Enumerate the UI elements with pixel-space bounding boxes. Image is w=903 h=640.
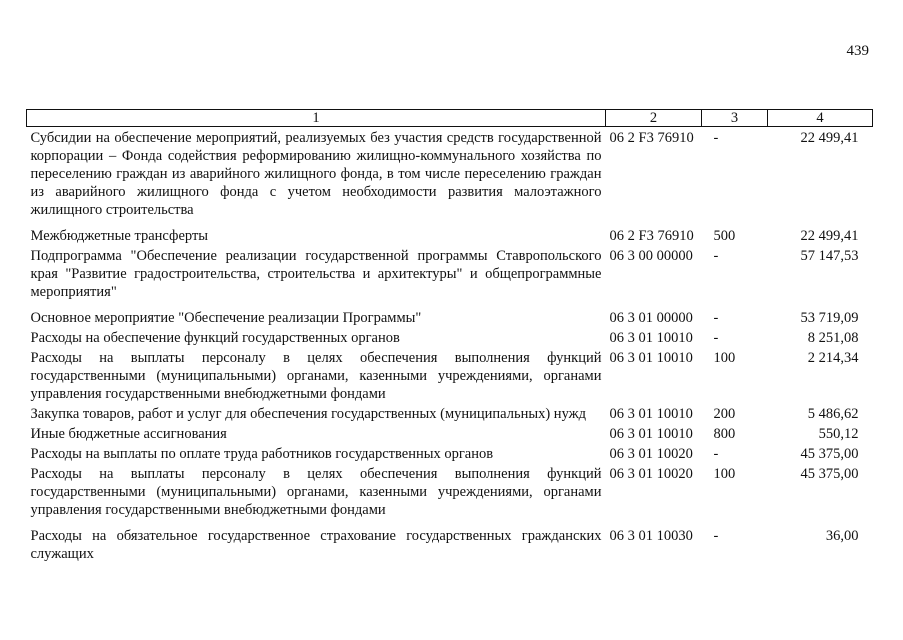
header-col-1: 1 — [27, 110, 606, 127]
row-code: 06 2 F3 76910 — [609, 130, 694, 146]
row-expense-type: 800 — [713, 426, 736, 442]
table-row — [27, 405, 873, 425]
table-row — [27, 329, 873, 349]
table-row — [27, 425, 873, 445]
header-col-3: 3 — [702, 110, 768, 127]
row-name: Расходы на выплаты персоналу в целях обеспечения выполнения функций государственными (муниципальными) органами, казенными учреждениями, органами управления государственными внебюджетными фондами — [30, 466, 602, 518]
row-name: Основное мероприятие "Обеспечение реализации Программы" — [30, 310, 422, 326]
row-code: 06 3 01 10010 — [609, 406, 693, 422]
table-row — [27, 521, 873, 565]
row-expense-type: 500 — [713, 228, 736, 244]
row-code: 06 2 F3 76910 — [609, 228, 694, 244]
header-col-4: 4 — [768, 110, 873, 127]
table-row — [27, 465, 873, 521]
row-sum: 550,12 — [818, 426, 859, 442]
row-sum: 22 499,41 — [800, 228, 859, 244]
table-row — [27, 247, 873, 303]
row-sum: 36,00 — [825, 528, 859, 544]
budget-table — [26, 109, 873, 565]
row-sum: 22 499,41 — [800, 130, 859, 146]
row-code: 06 3 00 00000 — [609, 248, 693, 264]
header-row — [27, 110, 873, 127]
row-sum: 57 147,53 — [800, 248, 859, 264]
row-name: Расходы на обеспечение функций государственных органов — [30, 330, 400, 346]
row-code: 06 3 01 10010 — [609, 426, 693, 442]
row-name: Расходы на выплаты по оплате труда работников государственных органов — [30, 446, 494, 462]
table-row — [27, 445, 873, 465]
table-row — [27, 127, 873, 222]
row-sum: 45 375,00 — [800, 446, 859, 462]
row-expense-type: - — [713, 130, 719, 146]
row-name: Субсидии на обеспечение мероприятий, реализуемых без участия средств государственной корпорации – Фонда содействия реформированию жилищно-коммунального хозяйства по переселению граждан из аварийного жилищного фонда, в том числе переселению граждан из аварийного жилищного фонда с учетом необходимости развития малоэтажного жилищного строительства — [30, 130, 602, 218]
row-expense-type: - — [713, 528, 719, 544]
row-name: Межбюджетные трансферты — [30, 228, 209, 244]
row-name: Расходы на обязательное государственное страхование государственных гражданских служащих — [30, 528, 602, 562]
row-sum: 53 719,09 — [800, 310, 859, 326]
row-code: 06 3 01 10020 — [609, 446, 693, 462]
row-code: 06 3 01 00000 — [609, 310, 693, 326]
row-name: Закупка товаров, работ и услуг для обеспечения государственных (муниципальных) нужд — [30, 406, 587, 422]
row-expense-type: - — [713, 330, 719, 346]
row-sum: 5 486,62 — [807, 406, 859, 422]
row-name: Расходы на выплаты персоналу в целях обеспечения выполнения функций государственными (муниципальными) органами, казенными учреждениями, органами управления государственными внебюджетными фондами — [30, 350, 602, 402]
table-row — [27, 349, 873, 405]
row-expense-type: 100 — [713, 466, 736, 482]
row-code: 06 3 01 10010 — [609, 350, 693, 366]
page-number: 439 — [846, 43, 869, 59]
row-sum: 2 214,34 — [807, 350, 859, 366]
table-body — [27, 127, 873, 566]
row-expense-type: - — [713, 248, 719, 264]
row-code: 06 3 01 10030 — [609, 528, 693, 544]
row-expense-type: - — [713, 310, 719, 326]
row-expense-type: 100 — [713, 350, 736, 366]
table-row — [27, 221, 873, 247]
row-expense-type: - — [713, 446, 719, 462]
row-name: Иные бюджетные ассигнования — [30, 426, 227, 442]
table-row — [27, 303, 873, 329]
row-sum: 45 375,00 — [800, 466, 859, 482]
row-expense-type: 200 — [713, 406, 736, 422]
header-col-2: 2 — [606, 110, 702, 127]
row-code: 06 3 01 10020 — [609, 466, 693, 482]
row-code: 06 3 01 10010 — [609, 330, 693, 346]
row-sum: 8 251,08 — [807, 330, 859, 346]
row-name: Подпрограмма "Обеспечение реализации государственной программы Ставропольского края "Развитие градостроительства, строительства и архитектуры" и общепрограммные мероприятия" — [30, 248, 602, 300]
table-header — [27, 110, 873, 127]
